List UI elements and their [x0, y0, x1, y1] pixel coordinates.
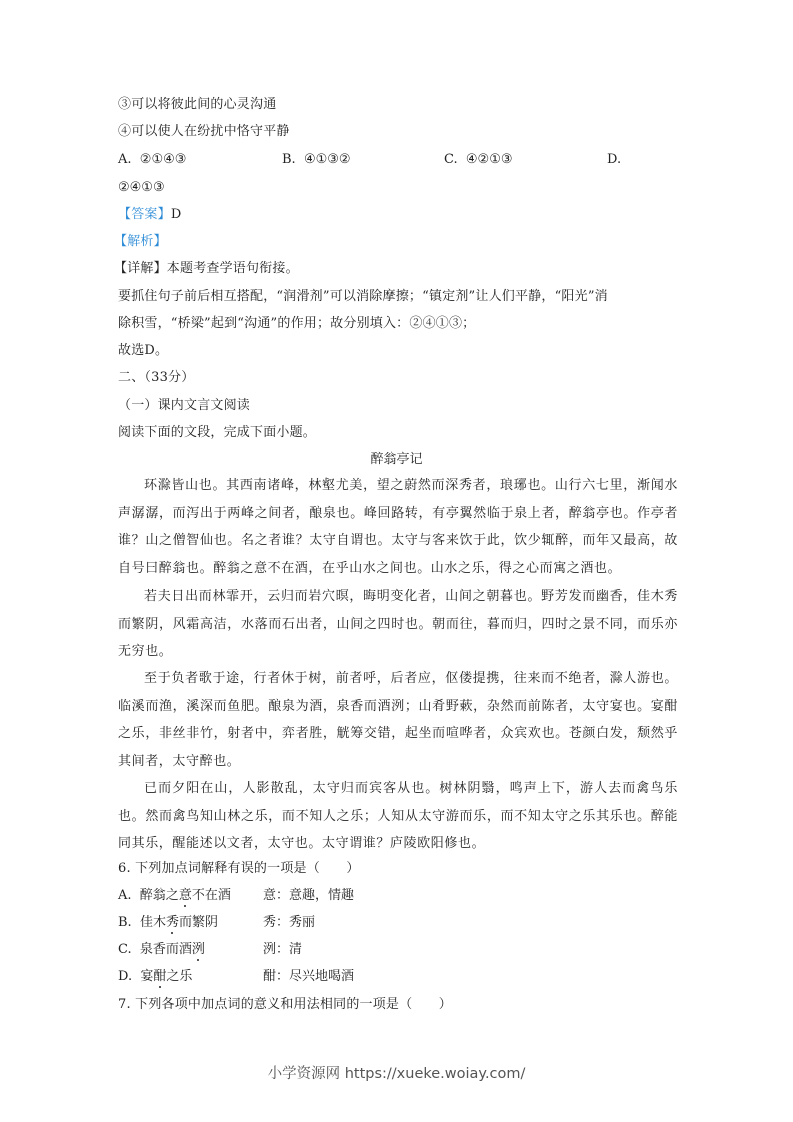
detail-line: 【详解】本题考查学语句衔接。 — [114, 261, 299, 276]
conclusion-line: 故选D。 — [118, 343, 169, 358]
option-label: D. — [118, 969, 133, 984]
answer-label: 【答案】 — [118, 207, 171, 222]
option-value: ④②①③ — [465, 152, 513, 167]
section-subheading: （一）课内文言文阅读 — [118, 398, 251, 413]
q6-option-b: B. 佳木秀而繁阴 秀：秀丽 — [118, 915, 316, 930]
option-label: B. — [282, 152, 296, 167]
option-value: ④①③② — [303, 152, 351, 167]
option-label: A. — [118, 888, 132, 903]
option-label: C. — [444, 152, 458, 167]
passage-paragraph-2: 若夫日出而林霏开，云归而岩穴暝，晦明变化者，山间之朝暮也。野芳发而幽香，佳木秀而繁阴，风霜高洁，水落而石出者，山间之四时也。朝而往，暮而归，四时之景不同，而乐亦无穷也。 — [118, 589, 678, 659]
explanation-line-2: 除积雪，“桥梁”起到“沟通”的作用；故分别填入：②④①③； — [118, 316, 476, 331]
option-label: C. — [118, 942, 132, 957]
passage-paragraph-3: 至于负者歌于途，行者休于树，前者呼，后者应，伛偻提携，往来而不绝者，滁人游也。临溪而渔，溪深而鱼肥。酿泉为酒，泉香而酒洌；山肴野蔌，杂然而前陈者，太守宴也。宴酣之乐，非丝非竹，射者中，弈者胜，觥筹交错，起坐而喧哗者，众宾欢也。苍颜白发，颓然乎其间者，太守醉也。 — [118, 671, 678, 769]
q6-option-d: D. 宴酣之乐 酣：尽兴地喝酒 — [118, 969, 355, 984]
option-c — [444, 152, 513, 168]
option-gloss: 意：意趣，情趣 — [263, 888, 355, 903]
dotted-word: 秀 — [165, 915, 179, 930]
question-6-stem: 6. 下列加点词解释有误的一项是（ ） — [118, 861, 360, 876]
q6-option-a: A. 醉翁之意不在酒 意：意趣，情趣 — [118, 888, 355, 903]
option-b — [282, 152, 351, 168]
footer-watermark[interactable]: 小学资源网 https://xueke.woiay.com/ — [267, 1066, 526, 1082]
answer-value: D — [170, 207, 182, 222]
option-label: A. — [118, 152, 132, 167]
explanation-line-1: 要抓住句子前后相互搭配，“润滑剂”可以消除摩擦；“镇定剂”让人们平静，“阳光”消 — [118, 289, 608, 304]
option-gloss: 酣：尽兴地喝酒 — [263, 969, 355, 984]
option-value: ②①④③ — [139, 152, 187, 167]
section-heading: 二、（33分） — [118, 370, 195, 385]
passage-paragraph-1: 环滁皆山也。其西南诸峰，林壑尤美，望之蔚然而深秀者，琅琊也。山行六七里，渐闻水声潺潺，而泻出于两峰之间者，酿泉也。峰回路转，有亭翼然临于泉上者，醉翁亭也。作亭者谁？山之僧智仙也。名之者谁？太守自谓也。太守与客来饮于此，饮少辄醉，而年又最高，故自号曰醉翁也。醉翁之意不在酒，在乎山水之间也。山水之乐，得之心而寓之酒也。 — [118, 478, 678, 576]
answer-line — [118, 207, 181, 223]
question-7-stem: 7. 下列各项中加点词的意义和用法相同的一项是（ ） — [118, 997, 452, 1012]
instruction-line: 阅读下面的文段，完成下面小题。 — [118, 425, 317, 440]
passage-paragraph-4: 已而夕阳在山，人影散乱，太守归而宾客从也。树林阴翳，鸣声上下，游人去而禽鸟乐也。然而禽鸟知山林之乐，而不知人之乐；人知从太守游而乐，而不知太守之乐其乐也。醉能同其乐，醒能述以文者，太守也。太守谓谁？庐陵欧阳修也。 — [118, 781, 678, 851]
option-d-label: D. — [607, 152, 622, 167]
option-gloss: 洌：清 — [263, 942, 303, 957]
q6-option-c: C. 泉香而酒洌 洌：清 — [118, 942, 303, 957]
option-gloss: 秀：秀丽 — [263, 915, 316, 930]
statement-4: ④可以使人在纷扰中恪守平静 — [118, 124, 290, 139]
dotted-word: 酣 — [153, 969, 167, 984]
analysis-label: 【解析】 — [114, 234, 167, 249]
passage-title: 醉翁亭记 — [370, 452, 423, 467]
statement-3: ③可以将彼此间的心灵沟通 — [118, 97, 277, 112]
option-d-value: ②④①③ — [118, 180, 165, 195]
option-label: B. — [118, 915, 132, 930]
dotted-word: 意 — [178, 888, 192, 903]
dotted-word: 洌 — [191, 942, 205, 957]
option-a — [118, 152, 186, 168]
